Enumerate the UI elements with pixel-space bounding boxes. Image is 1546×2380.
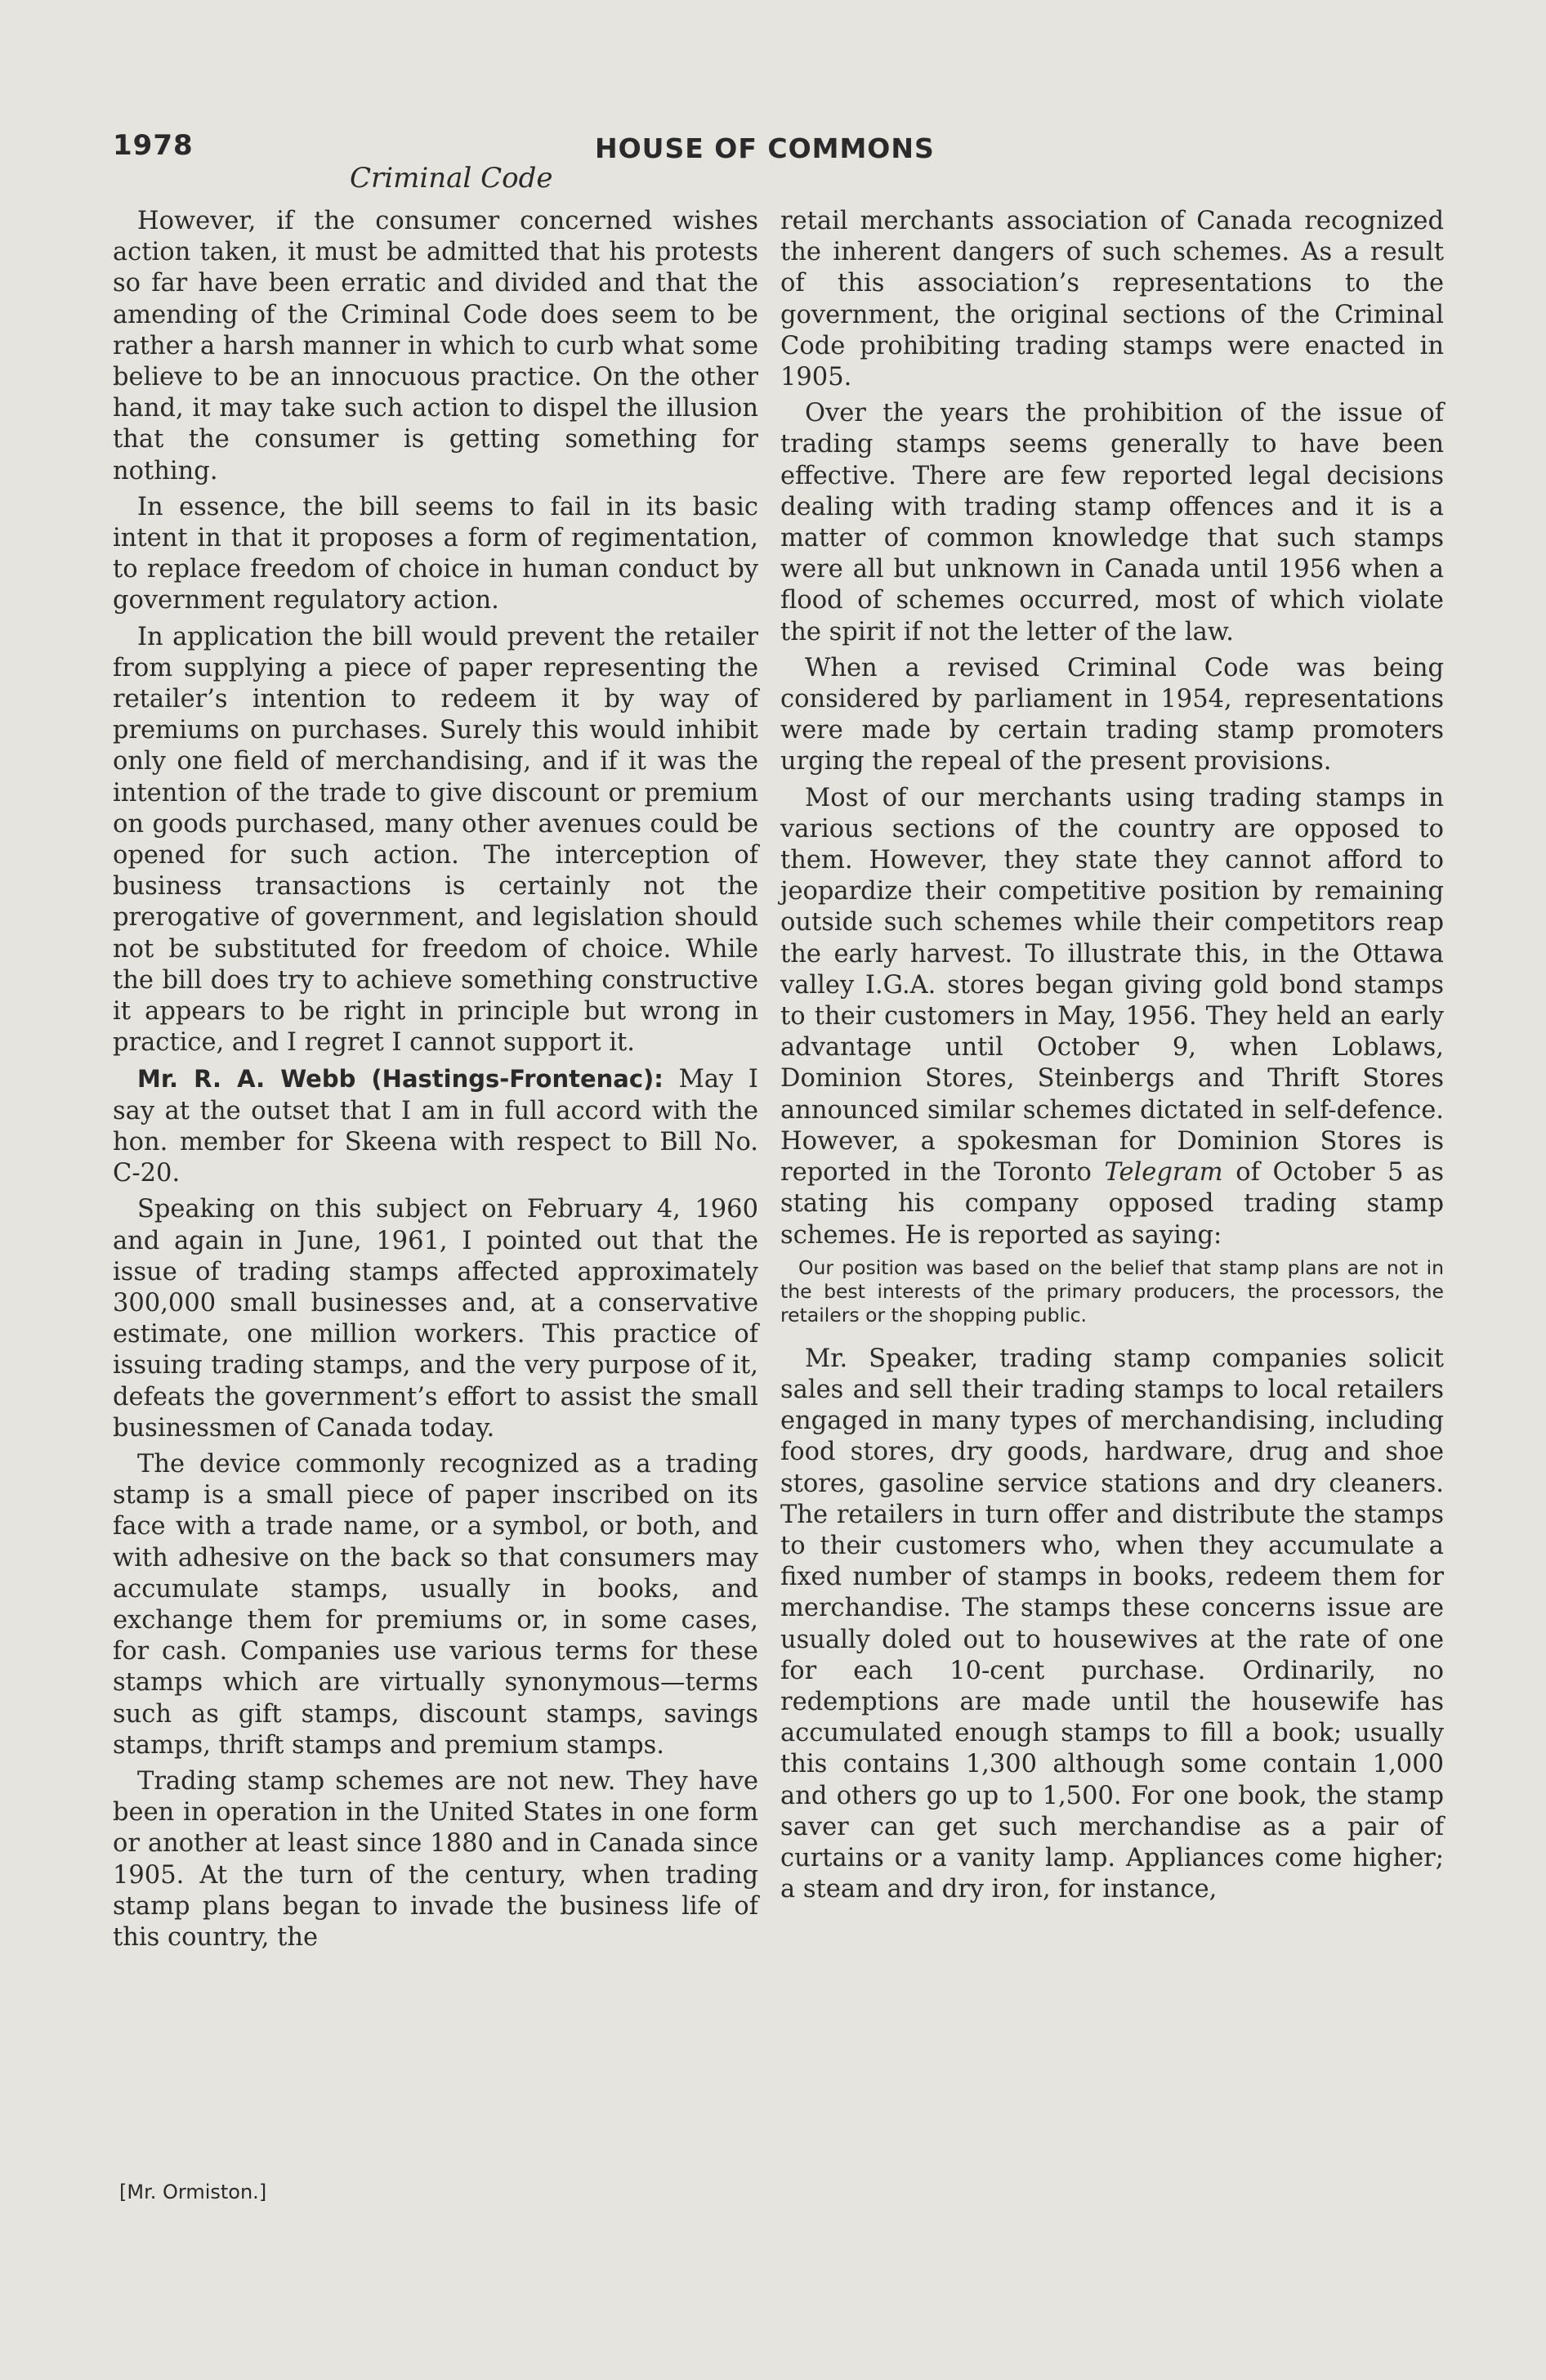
paragraph: retail merchants association of Canada recognized the inherent dangers of such schemes. As a result of this association’s representations to the government, the original sections of the Criminal Code prohibiting trading stamps were enacted in 1905. <box>780 207 1444 392</box>
footer-attribution: [Mr. Ormiston.] <box>119 2181 267 2203</box>
left-column <box>113 206 758 1958</box>
block-quote: Our position was based on the belief that stamp plans are not in the best interests of the primary producers, the processors, the retailers or the shopping public. <box>780 1255 1444 1326</box>
newspaper-name: Telegram <box>1104 1158 1223 1188</box>
paragraph-text: of October 5 as stating his company opposed trading stamp schemes. He is reported as saying: <box>780 1158 1444 1250</box>
paragraph: When a revised Criminal Code was being considered by parliament in 1954, representations were made by certain trading stamp promoters urging the repeal of the present provisions. <box>780 653 1444 776</box>
section-title: Criminal Code <box>350 162 553 195</box>
paragraph: Trading stamp schemes are not new. They have been in operation in the United States in one form or another at least since 1880 and in Canada since 1905. At the turn of the century, when trading stamp plans began to invade the business life of this country, the <box>113 1766 758 1952</box>
paragraph: The device commonly recognized as a trading stamp is a small piece of paper inscribed on its face with a trade name, or a symbol, or both, and with adhesive on the back so that consumers may accumulate stamps, usually in books, and exchange them for premiums or, in some cases, for cash. Companies use various terms for these stamps which are virtually synonymous—terms such as gift stamps, discount stamps, savings stamps, thrift stamps and premium stamps. <box>113 1449 758 1760</box>
page-header-title: HOUSE OF COMMONS <box>595 132 935 164</box>
paragraph: In essence, the bill seems to fail in its basic intent in that it proposes a form of regimentation, to replace freedom of choice in human conduct by government regulatory action. <box>113 492 758 615</box>
paragraph: In application the bill would prevent the retailer from supplying a piece of paper representing the retailer’s intention to redeem it by way of premiums on purchases. Surely this would inhibit only one field of merchandising, and if it was the intention of the trade to give discount or premium on goods purchased, many other avenues could be opened for such action. The interception of business transactions is certainly not the prerogative of government, and legislation should not be substituted for freedom of choice. While the bill does try to achieve something constructive it appears to be right in principle but wrong in practice, and I regret I cannot support it. <box>113 622 758 1058</box>
paragraph-text: Most of our merchants using trading stamps in various sections of the country are opposed to them. However, they state they cannot afford to jeopardize their competitive position by remaining outside such schemes while their competitors reap the early harvest. To illustrate this, in the Ottawa valley I.G.A. stores began giving gold bond stamps to their customers in May, 1956. They held an early advantage until October 9, when Loblaws, Dominion Stores, Steinbergs and Thrift Stores announced similar schemes dictated in self-defence. However, a spokesman for Dominion Stores is reported in the Toronto <box>780 783 1444 1188</box>
paragraph: Over the years the prohibition of the issue of trading stamps seems generally to have been effective. There are few reported legal decisions dealing with trading stamp offences and it is a matter of common knowledge that such stamps were all but unknown in Canada until 1956 when a flood of schemes occurred, most of which violate the spirit if not the letter of the law. <box>780 399 1444 646</box>
paragraph: Mr. Speaker, trading stamp companies solicit sales and sell their trading stamps to local retailers engaged in many types of merchandising, including food stores, dry goods, hardware, drug and shoe stores, gasoline service stations and dry cleaners. The retailers in turn offer and distribute the stamps to their customers who, when they accumulate a fixed number of stamps in books, redeem them for merchandise. The stamps these concerns issue are usually doled out to housewives at the rate of one for each 10-cent purchase. Ordinarily, no redemptions are made until the housewife has accumulated enough stamps to fill a book; usually this contains 1,300 although some contain 1,000 and others go up to 1,500. For one book, the stamp saver can get such merchandise as a pair of curtains or a vanity lamp. Appliances come higher; a steam and dry iron, for instance, <box>780 1344 1444 1904</box>
paragraph: However, if the consumer concerned wishes action taken, it must be admitted that his protests so far have been erratic and divided and that the amending of the Criminal Code does seem to be rather a harsh manner in which to curb what some believe to be an innocuous practice. On the other hand, it may take such action to dispel the illusion that the consumer is getting something for nothing. <box>113 207 758 485</box>
paragraph: Speaking on this subject on February 4, 1960 and again in June, 1961, I pointed out that the issue of trading stamps affected approximately 300,000 small businesses and, at a conservative estimate, one million workers. This practice of issuing trading stamps, and the very purpose of it, defeats the government’s effort to assist the small businessmen of Canada today. <box>113 1195 758 1443</box>
speaker-paragraph <box>113 1063 758 1189</box>
right-column <box>780 206 1444 1910</box>
page-number: 1978 <box>113 129 194 162</box>
speaker-text: May I say at the outset that I am in full accord with the hon. member for Skeena with respect to Bill No. C-20. <box>113 1065 758 1188</box>
speaker-name: Mr. R. A. Webb (Hastings-Frontenac): <box>137 1065 664 1094</box>
paragraph <box>780 783 1444 1251</box>
